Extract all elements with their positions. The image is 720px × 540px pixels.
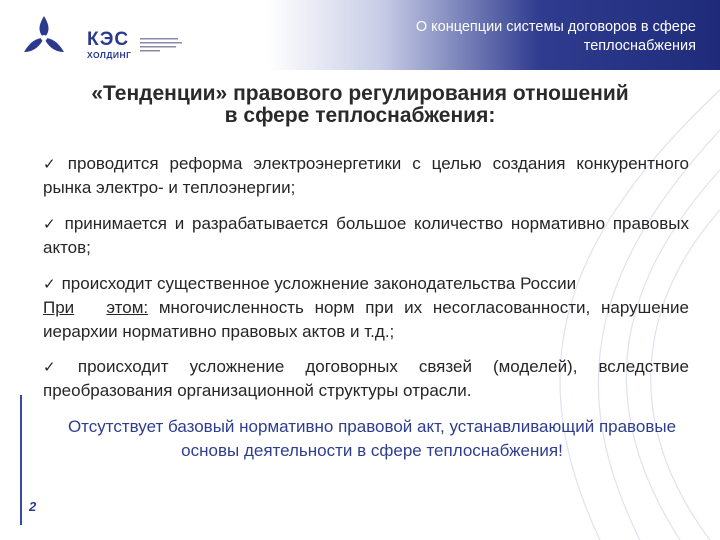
- bullet-item: [43, 272, 689, 344]
- bullet-item: [43, 212, 689, 260]
- bullet-text: многочисленность норм при их несогласованности, нарушение иерархии нормативно правовых актов и т.д.;: [43, 298, 690, 341]
- bullet-emphasis: этом:: [106, 298, 149, 317]
- slide-title-line1: «Тенденции» правового регулирования отношений: [91, 82, 629, 105]
- left-divider: [20, 395, 22, 525]
- logo-emblem-icon: [20, 12, 68, 60]
- logo-name: КЭС: [87, 29, 130, 50]
- bullet-text: принимается и разрабатывается большое количество нормативно правовых актов;: [43, 214, 689, 257]
- header-title: [356, 18, 696, 56]
- company-logo: [20, 12, 170, 62]
- slide-title-line2: в сфере теплоснабжения:: [224, 104, 496, 127]
- header-banner: [268, 0, 720, 70]
- slide-title: [30, 83, 690, 127]
- logo-subtitle: ХОЛДИНГ: [87, 50, 132, 60]
- logo-wordmark: [87, 30, 131, 60]
- checkmark-icon: ✓: [43, 275, 56, 293]
- checkmark-icon: ✓: [43, 215, 59, 233]
- checkmark-icon: ✓: [43, 155, 62, 173]
- bullet-text: проводится реформа электроэнергетики с целью создания конкурентного рынка электро- и теплоэнергии;: [43, 154, 689, 197]
- page-number: 2: [29, 499, 37, 514]
- header-title-line2: теплоснабжения: [583, 38, 696, 54]
- conclusion-text: Отсутствует базовый нормативно правовой акт, устанавливающий правовые основы деятельности в сфере теплоснабжения!: [67, 417, 677, 460]
- bullet-emphasis: При: [43, 298, 75, 317]
- bullet-text: происходит усложнение договорных связей (моделей), вследствие преобразования организационной структуры отрасли.: [43, 357, 689, 400]
- bullet-item: [43, 152, 689, 200]
- bullet-item: [43, 355, 689, 403]
- logo-fine-print: [140, 37, 185, 55]
- header-title-line1: О концепции системы договоров в сфере: [415, 19, 696, 35]
- bullet-text: происходит существенное усложнение законодательства России: [61, 274, 577, 293]
- checkmark-icon: ✓: [43, 358, 72, 376]
